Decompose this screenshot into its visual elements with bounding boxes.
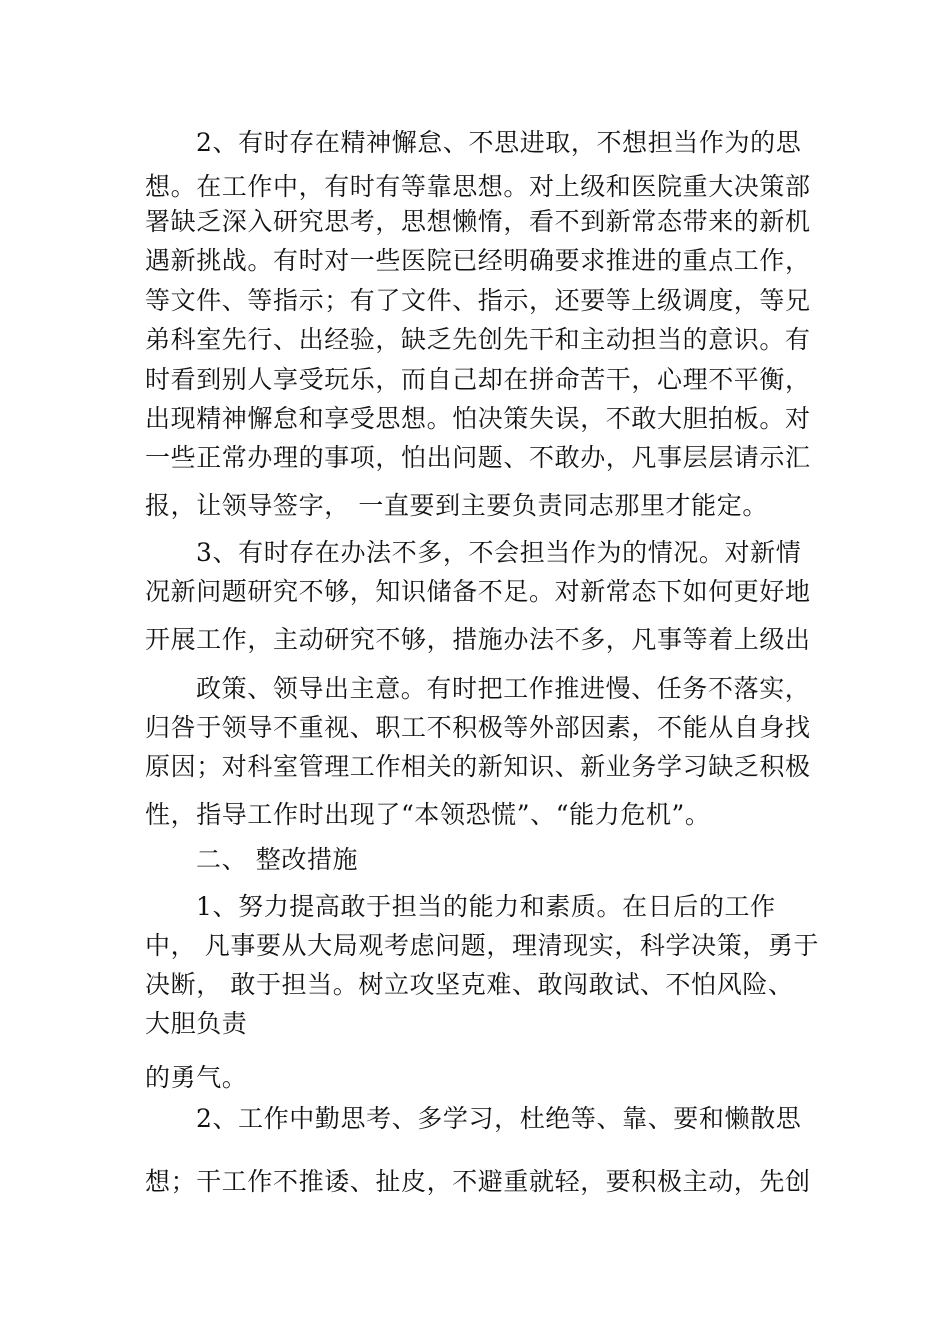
paragraph-2-line-9: 一些正常办理的事项，怕出问题、不敢办，凡事层层请示汇 [145,443,811,472]
paragraph-3-line-5: 归咎于领导不重视、职工不积极等外部因素，不能从自身找 [145,713,811,742]
paragraph-2-line-2: 想。在工作中，有时有等靠思想。对上级和医院重大决策部 [145,172,811,201]
paragraph-3-line-7: 性，指导工作时出现了“本领恐慌”、“能力危机”。 [145,800,711,829]
paragraph-2-line-8: 出现精神懈怠和享受思想。怕决策失误，不敢大胆拍板。对 [145,404,811,433]
measure-2-line-1: 2、工作中勤思考、多学习，杜绝等、靠、要和懒散思 [196,1104,802,1133]
paragraph-2-line-6: 弟科室先行、出经验，缺乏先创先干和主动担当的意识。有 [145,325,811,354]
paragraph-3-line-1: 3、有时存在办法不多，不会担当作为的情况。对新情 [196,538,802,567]
paragraph-2-line-5: 等文件、等指示；有了文件、指示，还要等上级调度，等兄 [145,286,811,315]
measure-1-line-4: 大胆负责 [145,1009,248,1038]
section-heading: 二、 整改措施 [196,845,359,874]
measure-1-line-5: 的勇气。 [145,1063,248,1092]
measure-2-line-2: 想；干工作不推诿、扯皮，不避重就轻，要积极主动，先创 [145,1167,811,1196]
paragraph-3-line-4: 政策、领导出主意。有时把工作推进慢、任务不落实， [196,674,811,703]
paragraph-2-line-7: 时看到别人享受玩乐，而自己却在拼命苦干，心理不平衡， [145,365,811,394]
measure-1-line-1: 1、努力提高敢于担当的能力和素质。在日后的工作 [196,892,776,921]
paragraph-2-line-4: 遇新挑战。有时对一些医院已经明确要求推进的重点工作， [145,246,811,275]
paragraph-3-line-2: 况新问题研究不够，知识储备不足。对新常态下如何更好地 [145,577,811,606]
paragraph-3-line-6: 原因；对科室管理工作相关的新知识、新业务学习缺乏积极 [145,752,811,781]
paragraph-2-line-3: 署缺乏深入研究思考，思想懒惰，看不到新常态带来的新机 [145,207,811,236]
paragraph-2-line-10: 报，让领导签字， 一直要到主要负责同志那里才能定。 [145,491,768,520]
measure-1-line-3: 决断， 敢于担当。树立攻坚克难、敢闯敢试、不怕风险、 [145,970,794,999]
paragraph-2-line-1: 2、有时存在精神懈怠、不思进取，不想担当作为的思 [196,128,802,157]
measure-1-line-2: 中， 凡事要从大局观考虑问题，理清现实，科学决策，勇于 [145,931,820,960]
paragraph-3-line-3: 开展工作，主动研究不够，措施办法不多，凡事等着上级出 [145,625,811,654]
